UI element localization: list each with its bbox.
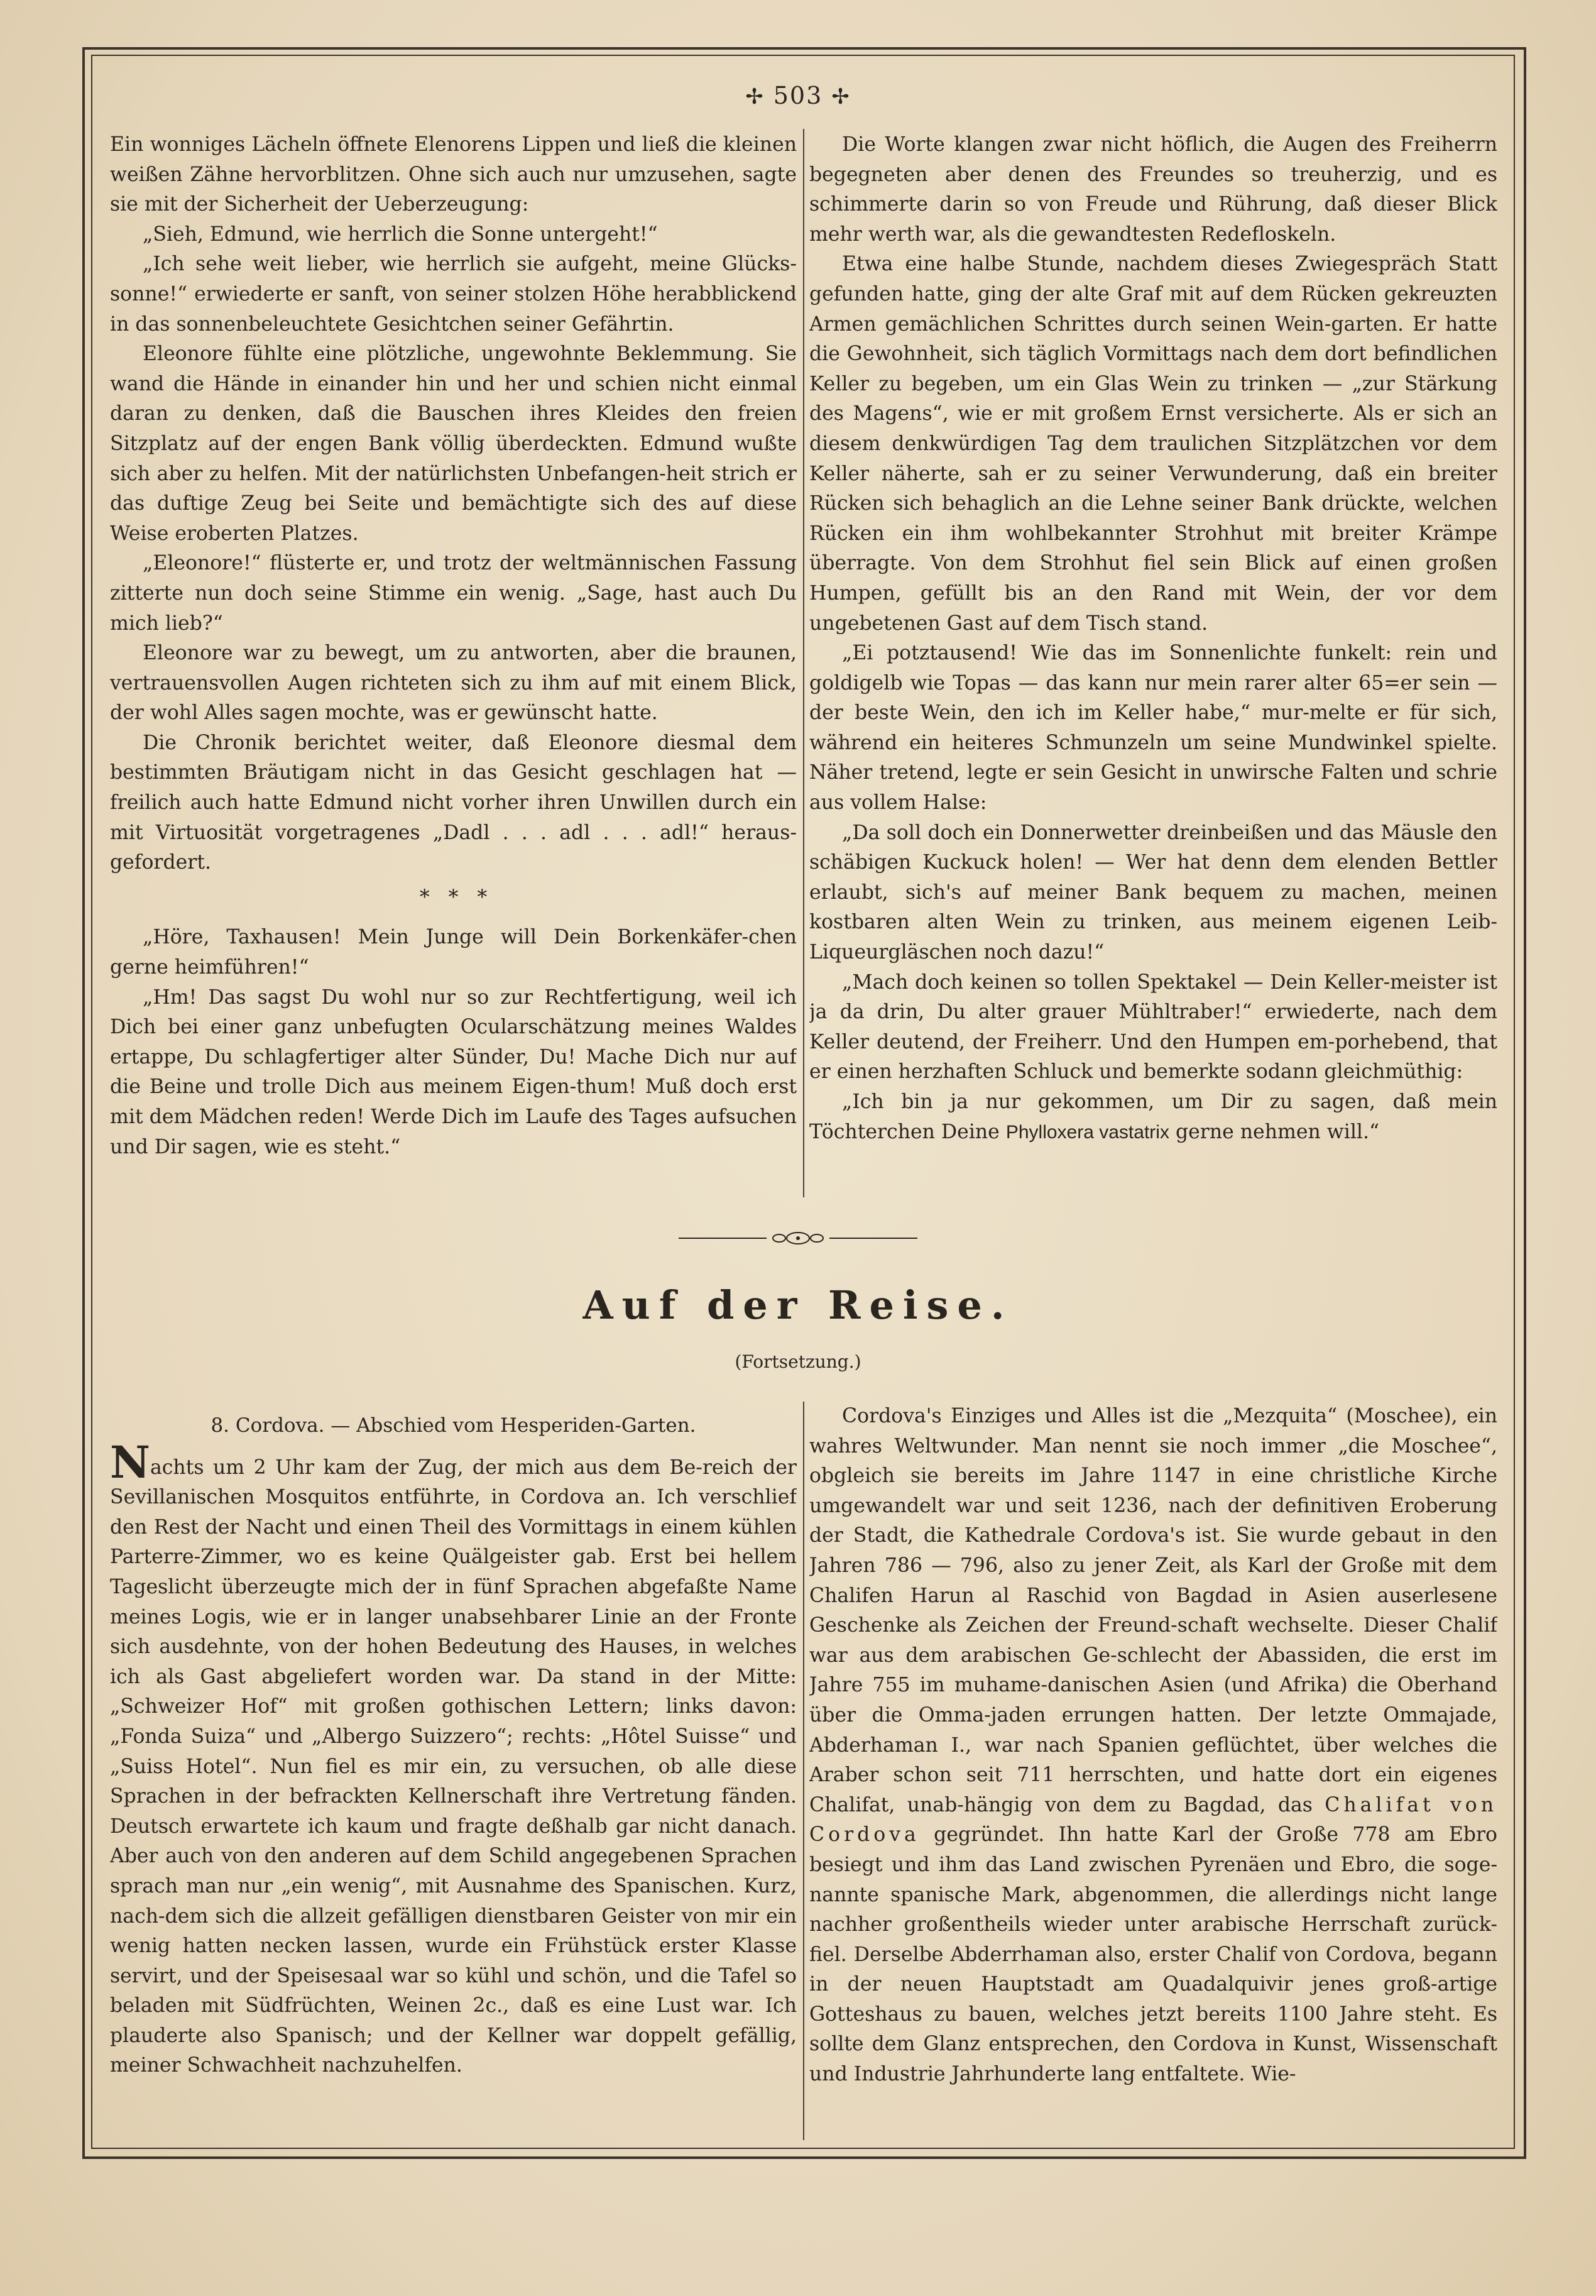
- latin-species-name: Phylloxera vastatrix: [1005, 1121, 1169, 1143]
- text-run: gegründet. Ihn hatte Karl der Große 778 am Ebro besiegt und ihm das Land zwischen Pyrenäen und Ebro, die soge-nannte spanische Mark, abgenommen, die allerdings nicht lange nachher großentheils wieder unter arabische Herrschaft zurück-fiel. Derselbe Abderrhaman also, erster Chalif von Cordova, begann in der neuen Hauptstadt am Quadalquivir jenes groß-artige Gotteshaus zu bauen, welches jetzt bereits 1100 Jahre steht. Es sollte dem Glanz entsprechen, den Cordova in Kunst, Wissenschaft und Industrie Jahrhunderte lang entfaltete. Wie-: [809, 1823, 1497, 2086]
- story-column-right: [809, 130, 1497, 1211]
- article-title: Auf der Reise.: [582, 1282, 1014, 1328]
- text-run: Cordova's Einziges und Alles ist die „Mezquita“ (Moschee), ein wahres Weltwunder. Man nennt sie noch immer „die Moschee“, obgleich sie bereits im Jahre 1147 in eine christliche Kirche umgewandelt war und seit 1236, nach der definitiven Eroberung der Stadt, die Kathedrale Cordova's ist. Sie wurde gebaut in den Jahren 786 — 796, also zu jener Zeit, als Karl der Große mit dem Chalifen Harun al Raschid von Bagdad in Asien auserlesene Geschenke als Zeichen der Freund-schaft wechselte. Dieser Chalif war aus dem arabischen Ge-schlecht der Abassiden, die erst im Jahre 755 im muhame-danischen Asien (und Afrika) die Oberhand über die Omma-jaden errungen hatten. Der letzte Ommajade, Abderhaman I., war nach Spanien geflüchtet, über welches die Araber schon seit 711 herrschten, und hatte dort ein eigenes Chalifat, unab-hängig von dem zu Bagdad, das: [809, 1405, 1497, 1816]
- header-ornament-right-icon: ✢: [831, 84, 851, 109]
- section-break-asterisks: * * *: [419, 886, 488, 909]
- section-heading: 8. Cordova. — Abschied vom Hesperiden-Garten.: [210, 1414, 696, 1437]
- article-subtitle: (Fortsetzung.): [735, 1351, 861, 1372]
- paragraph: Eleonore fühlte eine plötzliche, ungewohnte Beklemmung. Sie wand die Hände in einander hin und her und schien nicht einmal daran zu denken, daß die Bauschen ihres Kleides den freien Sitzplatz auf der engen Bank völlig überdeckten. Edmund wußte sich aber zu helfen. Mit der natürlichsten Unbefangen-heit strich er das duftige Zeug bei Seite und bemächtigte sich des auf diese Weise eroberten Platzes.: [110, 343, 797, 545]
- paragraph: „Hm! Das sagst Du wohl nur so zur Rechtfertigung, weil ich Dich bei einer ganz unbefugten Ocularschätzung meines Waldes ertappe, Du schlagfertiger alter Sünder, Du! Mache Dich nur auf die Beine und trolle Dich aus meinem Eigen-thum! Muß doch erst mit dem Mädchen reden! Werde Dich im Laufe des Tages aufsuchen und Dir sagen, wie es steht.“: [110, 986, 797, 1158]
- paragraph: „Eleonore!“ flüsterte er, und trotz der weltmännischen Fassung zitterte nun doch seine Stimme ein wenig. „Sage, hast auch Du mich lieb?“: [110, 552, 797, 635]
- text-run: achts um 2 Uhr kam der Zug, der mich aus dem Be-reich der Sevillanischen Mosquitos entführte, in Cordova an. Ich verschlief den Rest der Nacht und einen Theil des Vormittags in einem kühlen Parterre-Zimmer, wo es keine Quälgeister gab. Erst bei hellem Tageslicht überzeugte mich der in fünf Sprachen abgefaßte Name meines Logis, wie er in langer unabsehbarer Linie an der Fronte sich ausdehnte, von der hohen Bedeutung des Hauses, in welches ich als Gast abgeliefert worden war. Da stand in der Mitte: „Schweizer Hof“ mit großen gothischen Lettern; links davon: „Fonda Suiza“ und „Albergo Suizzero“; rechts: „Hôtel Suisse“ und „Suiss Hotel“. Nun fiel es mir ein, zu versuchen, ob alle diese Sprachen in der befrackten Kellnerschaft ihre Vertretung fänden. Deutsch erwartete ich kaum und fragte deßhalb gar nicht danach. Aber auch von den anderen auf dem Schild angegebenen Sprachen sprach man nur „ein wenig“, mit Ausnahme des Spanischen. Kurz, nach-dem sich die allzeit gefälligen dienstbaren Geister von mir ein wenig hatten necken lassen, wurde ein Frühstück erster Klasse servirt, und der Speisesaal war so kühl und schön, und die Tafel so beladen mit Südfrüchten, Weinen 2c., daß es eine Lust war. Ich plauderte also Spanisch; und der Kellner war doppelt gefällig, meiner Schwachheit nachzuhelfen.: [110, 1456, 797, 2077]
- paragraph: [110, 1436, 797, 2081]
- decorative-divider-icon: [672, 1226, 924, 1251]
- paragraph: „Da soll doch ein Donnerwetter dreinbeißen und das Mäusle den schäbigen Kuckuck holen! — Wer hat denn dem elenden Bettler erlaubt, sich's auf meiner Bank bequem zu machen, meinen kostbaren alten Wein zu trinken, aus meinem eigenen Leib-Liqueurgläschen noch dazu!“: [809, 821, 1497, 964]
- page-number: 503: [773, 82, 823, 109]
- paragraph: „Mach doch keinen so tollen Spektakel — Dein Keller-meister ist ja da drin, Du alter grauer Mühltraber!“ erwiederte, nach dem Keller deutend, der Freiherr. Und den Humpen em-porhebend, that er einen herzhaften Schluck und bemerkte sodann gleichmüthig:: [809, 970, 1497, 1084]
- spaced-emphasis: Chalifat von Cordova: [809, 1793, 1497, 1847]
- text-run: gerne nehmen will.“: [1169, 1120, 1380, 1143]
- text-run: „Ich bin ja nur gekommen, um Dir zu sagen, daß mein Töchterchen Deine: [809, 1090, 1497, 1143]
- paragraph: Ein wonniges Lächeln öffnete Elenorens Lippen und ließ die kleinen weißen Zähne hervorblitzen. Ohne sich auch nur umzusehen, sagte sie mit der Sicherheit der Ueberzeugung:: [110, 133, 797, 216]
- paragraph-final: [809, 1087, 1497, 1147]
- column-divider-bottom: [803, 1402, 804, 2140]
- paragraph: [809, 1402, 1497, 2090]
- paragraph: Eleonore war zu bewegt, um zu antworten, aber die braunen, vertrauensvollen Augen richteten sich zu ihm auf mit einem Blick, der wohl Alles sagen mochte, was er gewünscht hatte.: [110, 642, 797, 725]
- article-column-left: [110, 1411, 797, 2140]
- header-ornament-left-icon: ✢: [745, 84, 765, 109]
- paragraph: Die Chronik berichtet weiter, daß Eleonore diesmal dem bestimmten Bräutigam nicht in das Gesicht geschlagen hat — freilich auch hatte Edmund nicht vorher ihren Unwillen durch ein mit Virtuosität vorgetragenes „Dadl . . . adl . . . adl!“ heraus-gefordert.: [110, 731, 797, 874]
- story-column-left: [110, 130, 797, 1211]
- paragraph: „Sieh, Edmund, wie herrlich die Sonne untergeht!“: [143, 222, 658, 246]
- paragraph: „Höre, Taxhausen! Mein Junge will Dein Borkenkäfer-chen gerne heimführen!“: [110, 926, 797, 979]
- column-divider-top: [803, 129, 804, 1197]
- drop-cap: N: [110, 1436, 150, 1488]
- paragraph: Die Worte klangen zwar nicht höflich, die Augen des Freiherrn begegneten aber denen des Freundes so treuherzig, und es schimmerte darin so von Freude und Rührung, daß dieser Blick mehr werth war, als die gewandtesten Redefloskeln.: [809, 133, 1497, 246]
- page-number-header: [0, 82, 1596, 109]
- article-column-right: [809, 1402, 1497, 2140]
- paragraph: „Ei potztausend! Wie das im Sonnenlichte funkelt: rein und goldigelb wie Topas — das kann nur mein rarer alter 65=er sein — der beste Wein, den ich im Keller habe,“ mur-melte er für sich, während ein heiteres Schmunzeln um seine Mundwinkel spielte. Näher tretend, legte er sein Gesicht in unwirsche Falten und schrie aus vollem Halse:: [809, 642, 1497, 815]
- paragraph: „Ich sehe weit lieber, wie herrlich sie aufgeht, meine Glücks-sonne!“ erwiederte er sanft, von seiner stolzen Höhe herabblickend in das sonnenbeleuchtete Gesichtchen seiner Gefährtin.: [110, 253, 797, 336]
- paragraph: Etwa eine halbe Stunde, nachdem dieses Zwiegespräch Statt gefunden hatte, ging der alte Graf mit auf dem Rücken gekreuzten Armen gemächlichen Schrittes durch seinen Wein-garten. Er hatte die Gewohnheit, sich täglich Vormittags nach dem dort befindlichen Keller zu begeben, um ein Glas Wein zu trinken — „zur Stärkung des Magens“, wie er mit großem Ernst versicherte. Als er sich an diesem denkwürdigen Tag dem traulichen Sitzplätzchen vor dem Keller näherte, sah er zu seiner Verwunderung, daß ein breiter Rücken sich behaglich an die Lehne seiner Bank drückte, welchen Rücken ein ihm wohlbekannter Strohhut mit breiter Krämpe überragte. Von dem Strohhut fiel sein Blick auf einen großen Humpen, gefüllt bis an den Rand mit Wein, der vor dem ungebetenen Gast auf dem Tisch stand.: [809, 253, 1497, 635]
